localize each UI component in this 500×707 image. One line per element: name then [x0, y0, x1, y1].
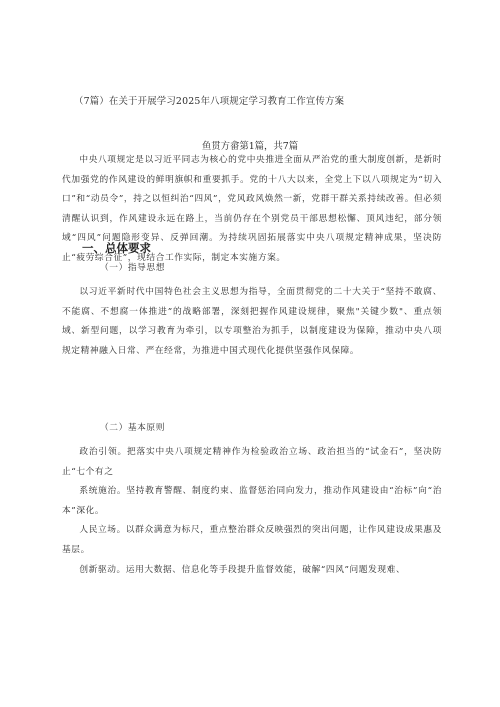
guiding-block — [62, 283, 442, 361]
section-heading: 一、总体要求 — [82, 241, 151, 255]
principle-item: 政治引领。把落实中央八项规定精神作为检验政治立场、政治担当的“试金石”，坚决防止“七个有之 — [62, 447, 442, 477]
subsection-heading-guiding: （一）指导思想 — [100, 263, 166, 273]
document-subtitle: 鱼贯方畲第1篇，共7篇 — [201, 141, 299, 152]
principle-item: 系统施治。坚持教育警醒、制度约束、监督惩治同向发力，推动作风建设由“治标”向“治本”深化。 — [62, 486, 442, 516]
subsection-heading-principles: （二）基本原则 — [100, 423, 166, 433]
principle-item: 人民立场。以群众满意为标尺，重点整治群众反映强烈的突出问题，让作风建设成果惠及基层。 — [62, 525, 442, 555]
principle-item: 创新驱动。运用大数据、信息化等手段提升监督效能，破解“四风”问题发现难、 — [79, 564, 406, 575]
intro-paragraph: 中央八项规定是以习近平同志为核心的党中央推进全面从严治党的重大制度创新，是新时代加强党的作风建设的鲜明旗帜和重要抓手。党的十八大以来，全党上下以八项规定为“切入口”和“动员令”，持之以恒纠治“四风”，党风政风焕然一新，党群干群关系持续改善。但必须清醒认识到，作风建设永远在路上，当前仍存在个别党员干部思想松懈、顶风违纪，部分领域“四风”问题隐形变异、反弹回潮。为持续巩固拓展落实中央八项规定精神成果，坚决防止“疲劳综合征”，现结合工作实际，制定本实施方案。 — [62, 155, 442, 263]
guiding-paragraph: 以习近平新时代中国特色社会主义思想为指导，全面贯彻党的二十大关于“坚持不敢腐、不能腐、不想腐一体推进”的战略部署，深刻把握作风建设规律，聚焦"关键少数"、重点领域、新型问题，以学习教育为牵引，以专项整治为抓手，以制度建设为保障，推动中央八项规定精神融入日常、严在经常，为推进中国式现代化提供坚强作风保障。 — [62, 287, 442, 356]
principles-block — [62, 443, 442, 580]
document-title: （7篇）在关于开展学习2025年八项规定学习教育工作宣传方案 — [74, 96, 345, 107]
